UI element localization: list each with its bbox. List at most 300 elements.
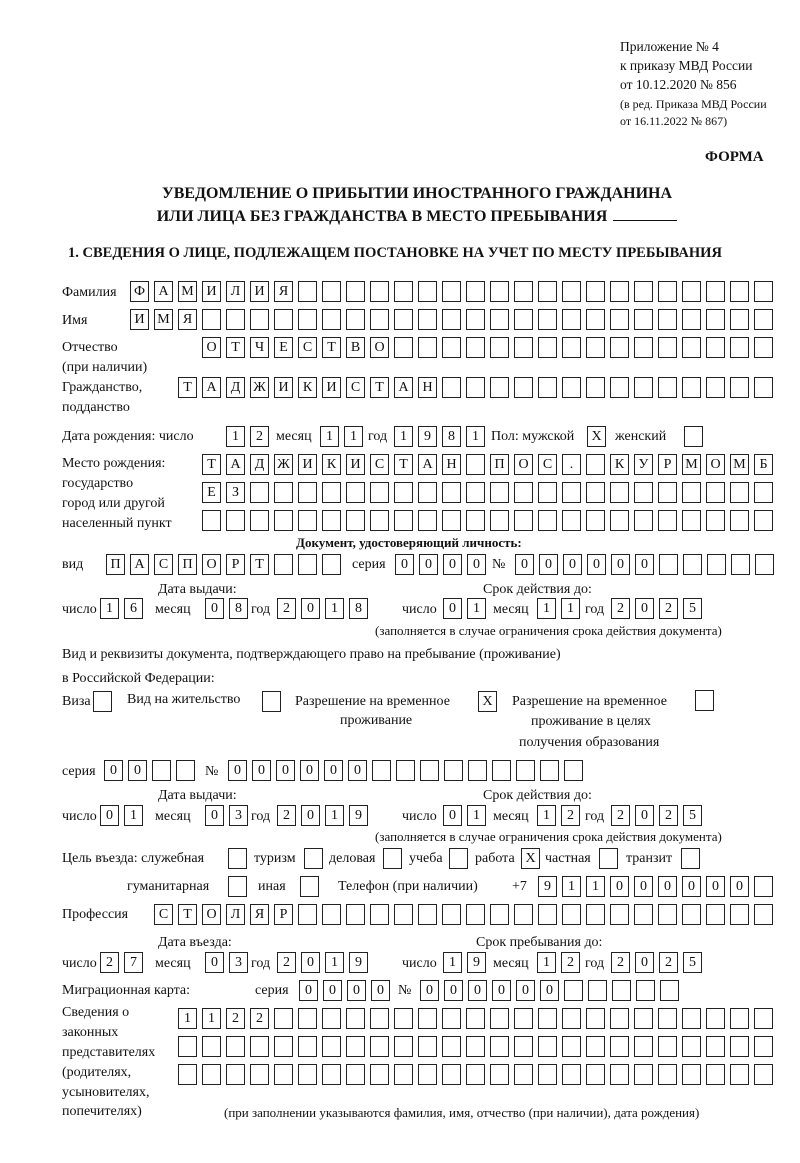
char-box[interactable]: 2	[611, 598, 630, 619]
char-box[interactable]	[562, 904, 581, 925]
char-box[interactable]	[562, 1036, 581, 1057]
checkbox-purpose-humanitarian[interactable]	[228, 876, 247, 897]
checkbox-purpose-private[interactable]	[599, 848, 618, 869]
char-box[interactable]: Е	[202, 482, 221, 503]
char-box[interactable]	[514, 482, 533, 503]
char-box[interactable]: 1	[178, 1008, 197, 1029]
char-box[interactable]	[466, 454, 485, 475]
char-box[interactable]: 0	[301, 805, 320, 826]
char-box[interactable]: 1	[325, 952, 344, 973]
char-box[interactable]: 1	[344, 426, 363, 447]
char-box[interactable]	[370, 309, 389, 330]
char-box[interactable]	[514, 337, 533, 358]
char-box[interactable]	[706, 1064, 725, 1085]
char-box[interactable]	[754, 377, 773, 398]
char-box[interactable]: 2	[659, 952, 678, 973]
char-box[interactable]	[492, 760, 511, 781]
char-box[interactable]	[466, 281, 485, 302]
char-box[interactable]: 0	[467, 554, 486, 575]
char-box[interactable]	[730, 377, 749, 398]
char-box[interactable]: С	[538, 454, 557, 475]
checkbox-purpose-other[interactable]	[300, 876, 319, 897]
char-box[interactable]	[466, 1064, 485, 1085]
char-box[interactable]	[418, 337, 437, 358]
char-box[interactable]: Т	[178, 377, 197, 398]
char-box[interactable]	[322, 510, 341, 531]
char-box[interactable]: 0	[100, 805, 119, 826]
char-box[interactable]: 9	[349, 952, 368, 973]
char-box[interactable]: 5	[683, 952, 702, 973]
char-box[interactable]: 5	[683, 805, 702, 826]
char-box[interactable]: 0	[299, 980, 318, 1001]
char-box[interactable]	[370, 1036, 389, 1057]
char-box[interactable]	[610, 1008, 629, 1029]
char-box[interactable]	[586, 510, 605, 531]
char-box[interactable]	[730, 309, 749, 330]
char-box[interactable]	[514, 904, 533, 925]
stay-valid-month-boxes[interactable]	[537, 805, 585, 827]
stay-valid-year-boxes[interactable]	[611, 805, 707, 827]
char-box[interactable]: 5	[683, 598, 702, 619]
char-box[interactable]	[682, 1036, 701, 1057]
char-box[interactable]: 0	[635, 805, 654, 826]
char-box[interactable]: 1	[394, 426, 413, 447]
char-box[interactable]: И	[298, 454, 317, 475]
id-valid-month-boxes[interactable]	[537, 598, 585, 620]
char-box[interactable]	[346, 1008, 365, 1029]
char-box[interactable]: 0	[276, 760, 295, 781]
char-box[interactable]: С	[154, 904, 173, 925]
char-box[interactable]: 0	[443, 598, 462, 619]
char-box[interactable]	[610, 309, 629, 330]
char-box[interactable]	[682, 482, 701, 503]
char-box[interactable]	[538, 1036, 557, 1057]
char-box[interactable]	[562, 281, 581, 302]
birth-month-boxes[interactable]	[320, 426, 368, 448]
id-number-boxes[interactable]	[515, 554, 779, 576]
char-box[interactable]	[346, 510, 365, 531]
char-box[interactable]	[322, 1008, 341, 1029]
stay-valid-day-boxes[interactable]	[443, 805, 491, 827]
char-box[interactable]: И	[322, 377, 341, 398]
char-box[interactable]	[564, 760, 583, 781]
patronymic-boxes[interactable]	[202, 337, 778, 359]
char-box[interactable]	[562, 1064, 581, 1085]
char-box[interactable]: О	[202, 554, 221, 575]
char-box[interactable]	[682, 904, 701, 925]
char-box[interactable]: 1	[443, 952, 462, 973]
char-box[interactable]: 0	[228, 760, 247, 781]
char-box[interactable]	[730, 904, 749, 925]
char-box[interactable]	[634, 309, 653, 330]
char-box[interactable]	[706, 510, 725, 531]
char-box[interactable]: С	[298, 337, 317, 358]
char-box[interactable]	[610, 281, 629, 302]
char-box[interactable]	[634, 482, 653, 503]
char-box[interactable]: 0	[347, 980, 366, 1001]
char-box[interactable]	[658, 510, 677, 531]
char-box[interactable]	[250, 482, 269, 503]
char-box[interactable]: Д	[250, 454, 269, 475]
checkbox-purpose-work[interactable]: X	[521, 848, 540, 869]
char-box[interactable]	[754, 904, 773, 925]
char-box[interactable]	[634, 337, 653, 358]
char-box[interactable]: 0	[587, 554, 606, 575]
char-box[interactable]	[394, 281, 413, 302]
checkbox-female[interactable]	[684, 426, 703, 447]
char-box[interactable]	[346, 1036, 365, 1057]
char-box[interactable]	[274, 482, 293, 503]
char-box[interactable]	[394, 904, 413, 925]
id-valid-day-boxes[interactable]	[443, 598, 491, 620]
char-box[interactable]	[466, 309, 485, 330]
birth-place-boxes-1[interactable]	[202, 454, 778, 476]
char-box[interactable]	[466, 337, 485, 358]
char-box[interactable]	[562, 1008, 581, 1029]
char-box[interactable]	[202, 309, 221, 330]
id-series-boxes[interactable]	[395, 554, 491, 576]
char-box[interactable]: 0	[300, 760, 319, 781]
char-box[interactable]	[636, 980, 655, 1001]
char-box[interactable]	[442, 904, 461, 925]
char-box[interactable]	[442, 1064, 461, 1085]
char-box[interactable]	[322, 904, 341, 925]
char-box[interactable]: 2	[277, 805, 296, 826]
char-box[interactable]: 0	[420, 980, 439, 1001]
char-box[interactable]	[298, 1064, 317, 1085]
mc-series-boxes[interactable]	[299, 980, 395, 1002]
char-box[interactable]: И	[202, 281, 221, 302]
char-box[interactable]	[610, 1064, 629, 1085]
char-box[interactable]: 0	[301, 598, 320, 619]
char-box[interactable]	[394, 1064, 413, 1085]
char-box[interactable]: 1	[537, 805, 556, 826]
char-box[interactable]	[538, 377, 557, 398]
char-box[interactable]	[730, 1036, 749, 1057]
char-box[interactable]	[394, 309, 413, 330]
char-box[interactable]	[442, 1008, 461, 1029]
char-box[interactable]	[466, 904, 485, 925]
char-box[interactable]: 1	[226, 426, 245, 447]
char-box[interactable]	[586, 281, 605, 302]
char-box[interactable]: Р	[274, 904, 293, 925]
char-box[interactable]: 0	[515, 554, 534, 575]
char-box[interactable]	[706, 309, 725, 330]
char-box[interactable]	[298, 904, 317, 925]
char-box[interactable]	[418, 482, 437, 503]
char-box[interactable]: 1	[124, 805, 143, 826]
char-box[interactable]	[514, 309, 533, 330]
reps-boxes-3[interactable]	[178, 1064, 778, 1086]
checkbox-residence-permit[interactable]	[262, 691, 281, 712]
char-box[interactable]	[490, 337, 509, 358]
birth-day-boxes[interactable]	[226, 426, 274, 448]
stay-issue-day-boxes[interactable]	[100, 805, 148, 827]
char-box[interactable]: 6	[124, 598, 143, 619]
char-box[interactable]: М	[178, 281, 197, 302]
char-box[interactable]	[634, 904, 653, 925]
char-box[interactable]	[754, 1008, 773, 1029]
char-box[interactable]	[442, 482, 461, 503]
char-box[interactable]	[274, 510, 293, 531]
char-box[interactable]	[682, 309, 701, 330]
char-box[interactable]	[420, 760, 439, 781]
char-box[interactable]: А	[154, 281, 173, 302]
char-box[interactable]: П	[106, 554, 125, 575]
char-box[interactable]	[538, 1008, 557, 1029]
char-box[interactable]	[322, 309, 341, 330]
char-box[interactable]: 0	[611, 554, 630, 575]
char-box[interactable]: 0	[540, 980, 559, 1001]
char-box[interactable]	[682, 377, 701, 398]
profession-boxes[interactable]	[154, 904, 778, 926]
char-box[interactable]	[658, 1064, 677, 1085]
char-box[interactable]	[730, 482, 749, 503]
char-box[interactable]: И	[130, 309, 149, 330]
char-box[interactable]	[418, 1008, 437, 1029]
char-box[interactable]: 9	[467, 952, 486, 973]
char-box[interactable]	[730, 1064, 749, 1085]
char-box[interactable]: 0	[443, 554, 462, 575]
char-box[interactable]	[634, 281, 653, 302]
char-box[interactable]	[370, 1064, 389, 1085]
char-box[interactable]	[706, 1008, 725, 1029]
stay-number-boxes[interactable]	[228, 760, 588, 782]
char-box[interactable]	[562, 510, 581, 531]
char-box[interactable]	[250, 309, 269, 330]
char-box[interactable]	[466, 1036, 485, 1057]
checkbox-visa[interactable]	[93, 691, 112, 712]
checkbox-male[interactable]: X	[587, 426, 606, 447]
char-box[interactable]: О	[706, 454, 725, 475]
char-box[interactable]	[274, 309, 293, 330]
char-box[interactable]: 0	[323, 980, 342, 1001]
char-box[interactable]: 0	[444, 980, 463, 1001]
char-box[interactable]	[562, 337, 581, 358]
char-box[interactable]: Н	[442, 454, 461, 475]
char-box[interactable]	[394, 482, 413, 503]
char-box[interactable]: 0	[128, 760, 147, 781]
char-box[interactable]: 3	[229, 805, 248, 826]
char-box[interactable]	[731, 554, 750, 575]
char-box[interactable]: Я	[274, 281, 293, 302]
char-box[interactable]	[490, 904, 509, 925]
char-box[interactable]: 8	[442, 426, 461, 447]
char-box[interactable]: 1	[561, 598, 580, 619]
stay-until-year-boxes[interactable]	[611, 952, 707, 974]
char-box[interactable]	[562, 377, 581, 398]
char-box[interactable]	[586, 337, 605, 358]
char-box[interactable]: З	[226, 482, 245, 503]
char-box[interactable]: 8	[349, 598, 368, 619]
char-box[interactable]	[514, 377, 533, 398]
char-box[interactable]: 0	[395, 554, 414, 575]
char-box[interactable]: 0	[371, 980, 390, 1001]
checkbox-purpose-official[interactable]	[228, 848, 247, 869]
stay-series-boxes[interactable]	[104, 760, 200, 782]
char-box[interactable]: 0	[610, 876, 629, 897]
char-box[interactable]	[707, 554, 726, 575]
char-box[interactable]	[754, 281, 773, 302]
char-box[interactable]	[564, 980, 583, 1001]
char-box[interactable]: 2	[659, 805, 678, 826]
char-box[interactable]	[610, 482, 629, 503]
char-box[interactable]: Б	[754, 454, 773, 475]
char-box[interactable]	[538, 281, 557, 302]
char-box[interactable]	[586, 904, 605, 925]
char-box[interactable]	[586, 454, 605, 475]
char-box[interactable]: О	[514, 454, 533, 475]
birth-place-boxes-2[interactable]	[202, 482, 778, 504]
char-box[interactable]: С	[370, 454, 389, 475]
id-issue-day-boxes[interactable]	[100, 598, 148, 620]
char-box[interactable]: 2	[659, 598, 678, 619]
char-box[interactable]	[418, 1064, 437, 1085]
char-box[interactable]	[370, 904, 389, 925]
char-box[interactable]	[659, 554, 678, 575]
char-box[interactable]: 2	[250, 426, 269, 447]
char-box[interactable]	[538, 904, 557, 925]
stay-issue-month-boxes[interactable]	[205, 805, 253, 827]
char-box[interactable]	[346, 482, 365, 503]
entry-day-boxes[interactable]	[100, 952, 148, 974]
char-box[interactable]: .	[562, 454, 581, 475]
char-box[interactable]: Я	[178, 309, 197, 330]
char-box[interactable]: Т	[370, 377, 389, 398]
char-box[interactable]	[516, 760, 535, 781]
char-box[interactable]: А	[418, 454, 437, 475]
checkbox-purpose-study[interactable]	[449, 848, 468, 869]
char-box[interactable]	[612, 980, 631, 1001]
birth-place-boxes-3[interactable]	[202, 510, 778, 532]
char-box[interactable]	[730, 510, 749, 531]
char-box[interactable]	[442, 281, 461, 302]
char-box[interactable]: 1	[202, 1008, 221, 1029]
char-box[interactable]	[298, 510, 317, 531]
char-box[interactable]: 2	[611, 952, 630, 973]
char-box[interactable]	[346, 309, 365, 330]
char-box[interactable]: 1	[537, 598, 556, 619]
citizenship-boxes[interactable]	[178, 377, 778, 399]
char-box[interactable]: П	[178, 554, 197, 575]
char-box[interactable]	[490, 510, 509, 531]
char-box[interactable]: К	[322, 454, 341, 475]
char-box[interactable]	[442, 377, 461, 398]
char-box[interactable]	[706, 281, 725, 302]
id-issue-year-boxes[interactable]	[277, 598, 373, 620]
char-box[interactable]	[682, 510, 701, 531]
char-box[interactable]	[540, 760, 559, 781]
char-box[interactable]	[394, 1008, 413, 1029]
char-box[interactable]: М	[154, 309, 173, 330]
char-box[interactable]	[490, 1008, 509, 1029]
char-box[interactable]: 0	[635, 952, 654, 973]
char-box[interactable]	[370, 510, 389, 531]
char-box[interactable]	[562, 309, 581, 330]
char-box[interactable]: 1	[586, 876, 605, 897]
char-box[interactable]	[250, 510, 269, 531]
char-box[interactable]	[322, 554, 341, 575]
char-box[interactable]	[226, 1036, 245, 1057]
char-box[interactable]	[442, 309, 461, 330]
char-box[interactable]: 1	[100, 598, 119, 619]
char-box[interactable]	[298, 1008, 317, 1029]
char-box[interactable]: Ж	[250, 377, 269, 398]
char-box[interactable]: Н	[418, 377, 437, 398]
char-box[interactable]: О	[202, 904, 221, 925]
char-box[interactable]	[730, 1008, 749, 1029]
char-box[interactable]	[660, 980, 679, 1001]
char-box[interactable]: Р	[226, 554, 245, 575]
char-box[interactable]: Р	[658, 454, 677, 475]
char-box[interactable]	[466, 1008, 485, 1029]
char-box[interactable]	[588, 980, 607, 1001]
char-box[interactable]	[490, 1064, 509, 1085]
char-box[interactable]: О	[370, 337, 389, 358]
char-box[interactable]	[754, 876, 773, 897]
char-box[interactable]	[658, 1036, 677, 1057]
char-box[interactable]	[394, 1036, 413, 1057]
birth-year-boxes[interactable]	[394, 426, 490, 448]
char-box[interactable]	[634, 377, 653, 398]
char-box[interactable]	[730, 337, 749, 358]
char-box[interactable]	[514, 281, 533, 302]
stay-until-day-boxes[interactable]	[443, 952, 491, 974]
char-box[interactable]: 0	[205, 952, 224, 973]
char-box[interactable]: 2	[277, 598, 296, 619]
char-box[interactable]: 0	[730, 876, 749, 897]
char-box[interactable]	[754, 1036, 773, 1057]
char-box[interactable]	[468, 760, 487, 781]
checkbox-purpose-tourism[interactable]	[304, 848, 323, 869]
char-box[interactable]: Т	[394, 454, 413, 475]
char-box[interactable]	[610, 1036, 629, 1057]
char-box[interactable]	[226, 510, 245, 531]
char-box[interactable]	[250, 1064, 269, 1085]
char-box[interactable]: И	[346, 454, 365, 475]
char-box[interactable]	[586, 1064, 605, 1085]
char-box[interactable]: 1	[562, 876, 581, 897]
char-box[interactable]: 0	[682, 876, 701, 897]
char-box[interactable]	[586, 309, 605, 330]
char-box[interactable]	[658, 309, 677, 330]
char-box[interactable]	[346, 904, 365, 925]
char-box[interactable]: 0	[205, 598, 224, 619]
char-box[interactable]	[514, 1064, 533, 1085]
char-box[interactable]	[418, 510, 437, 531]
char-box[interactable]: Л	[226, 281, 245, 302]
entry-year-boxes[interactable]	[277, 952, 373, 974]
name-boxes[interactable]	[130, 309, 778, 331]
char-box[interactable]: 0	[635, 554, 654, 575]
mc-number-boxes[interactable]	[420, 980, 684, 1002]
entry-month-boxes[interactable]	[205, 952, 253, 974]
char-box[interactable]: А	[130, 554, 149, 575]
reps-boxes-2[interactable]	[178, 1036, 778, 1058]
char-box[interactable]: 0	[443, 805, 462, 826]
char-box[interactable]: П	[490, 454, 509, 475]
char-box[interactable]	[418, 1036, 437, 1057]
char-box[interactable]	[682, 337, 701, 358]
char-box[interactable]: 0	[658, 876, 677, 897]
char-box[interactable]	[226, 1064, 245, 1085]
char-box[interactable]	[538, 337, 557, 358]
checkbox-temp-residence[interactable]: X	[478, 691, 497, 712]
char-box[interactable]	[250, 1036, 269, 1057]
char-box[interactable]: Т	[178, 904, 197, 925]
char-box[interactable]: А	[226, 454, 245, 475]
char-box[interactable]: 2	[250, 1008, 269, 1029]
